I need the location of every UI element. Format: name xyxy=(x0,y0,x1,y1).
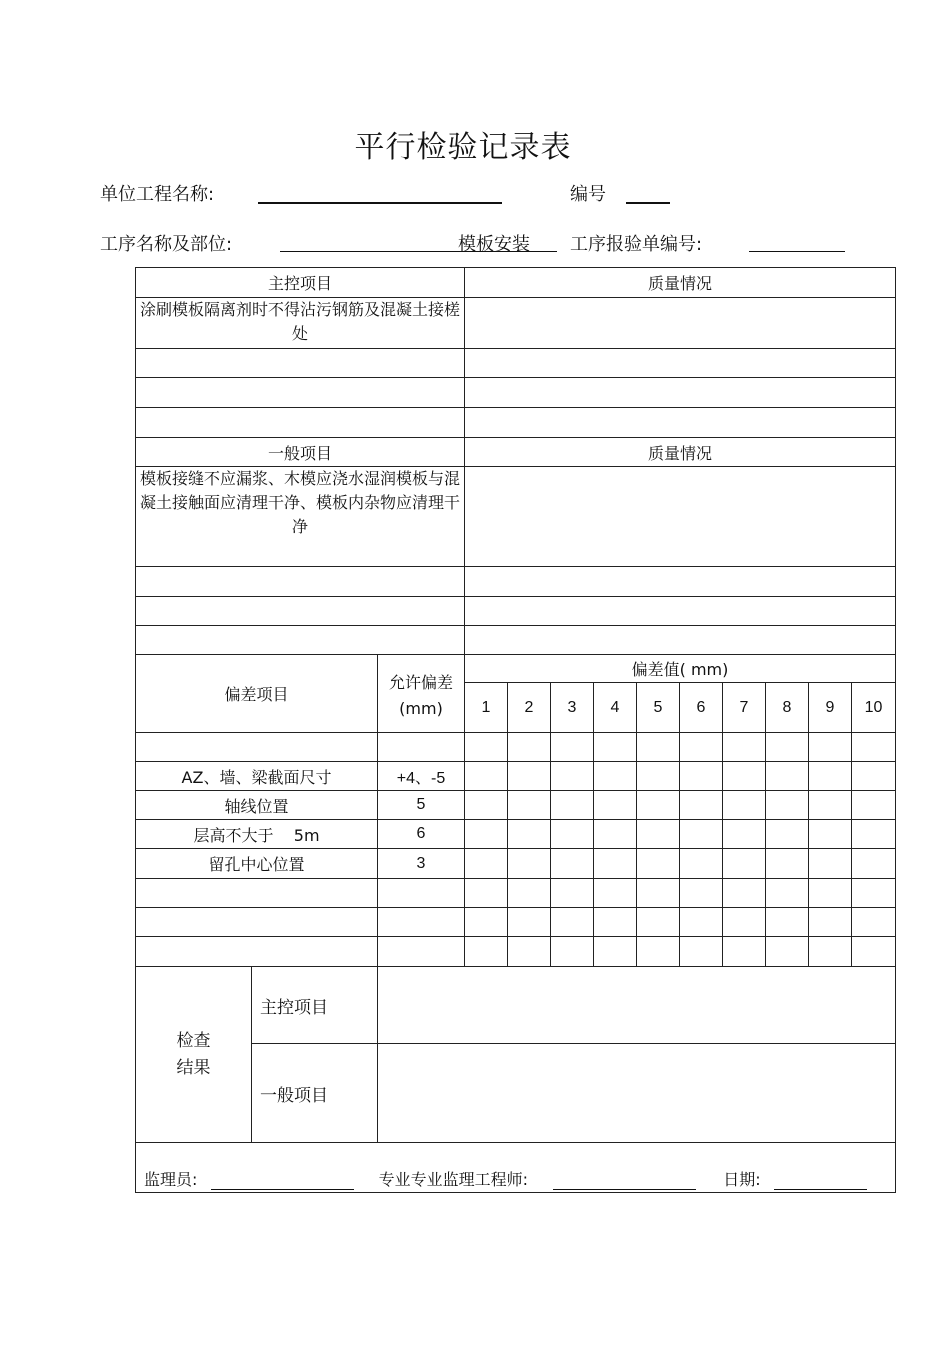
allowable-deviation-value xyxy=(378,937,465,967)
deviation-value-cell[interactable] xyxy=(723,879,766,908)
page-title: 平行检验记录表 xyxy=(354,130,572,165)
report-number-field[interactable] xyxy=(749,251,845,252)
deviation-value-cell[interactable] xyxy=(809,908,852,937)
deviation-value-cell[interactable] xyxy=(809,820,852,849)
deviation-value-cell[interactable] xyxy=(465,849,508,879)
deviation-column-number: 10 xyxy=(852,683,896,733)
deviation-column-number: 6 xyxy=(680,683,723,733)
signature-row xyxy=(136,1143,896,1193)
deviation-value-cell[interactable] xyxy=(594,879,637,908)
deviation-value-cell[interactable] xyxy=(809,879,852,908)
deviation-value-cell[interactable] xyxy=(508,849,551,879)
deviation-value-cell[interactable] xyxy=(809,937,852,967)
deviation-value-cell[interactable] xyxy=(551,733,594,762)
deviation-values-header: 偏差值( mm) xyxy=(465,655,896,683)
general-empty-quality[interactable] xyxy=(465,626,896,655)
deviation-value-cell[interactable] xyxy=(809,791,852,820)
general-quality-cell[interactable] xyxy=(465,467,896,567)
deviation-column-number: 2 xyxy=(508,683,551,733)
allowable-deviation-value: 5 xyxy=(378,791,465,820)
deviation-value-cell[interactable] xyxy=(637,733,680,762)
deviation-value-cell[interactable] xyxy=(551,879,594,908)
main-control-empty-quality[interactable] xyxy=(465,378,896,408)
deviation-value-cell[interactable] xyxy=(465,733,508,762)
main-control-empty-item[interactable] xyxy=(136,349,465,378)
deviation-item xyxy=(136,908,378,937)
allowable-deviation-value xyxy=(378,733,465,762)
deviation-value-cell[interactable] xyxy=(852,937,896,967)
deviation-value-cell[interactable] xyxy=(508,791,551,820)
general-empty-item[interactable] xyxy=(136,597,465,626)
deviation-value-cell[interactable] xyxy=(723,908,766,937)
deviation-value-cell[interactable] xyxy=(766,791,809,820)
deviation-value-cell[interactable] xyxy=(809,849,852,879)
deviation-value-cell[interactable] xyxy=(594,791,637,820)
deviation-value-cell[interactable] xyxy=(723,762,766,791)
number-field[interactable] xyxy=(626,202,670,204)
process-label: 工序名称及部位: xyxy=(100,234,233,255)
deviation-value-cell[interactable] xyxy=(766,937,809,967)
allowable-deviation-value xyxy=(378,908,465,937)
deviation-column-number: 3 xyxy=(551,683,594,733)
allowable-deviation-value: +4、-5 xyxy=(378,762,465,791)
result-main-control-cell[interactable] xyxy=(378,967,896,1044)
result-main-control-label: 主控项目 xyxy=(252,967,378,1044)
deviation-value-cell[interactable] xyxy=(637,849,680,879)
deviation-value-cell[interactable] xyxy=(508,820,551,849)
deviation-value-cell[interactable] xyxy=(551,908,594,937)
main-control-empty-quality[interactable] xyxy=(465,349,896,378)
deviation-value-cell[interactable] xyxy=(465,762,508,791)
general-empty-quality[interactable] xyxy=(465,597,896,626)
deviation-row xyxy=(136,879,896,908)
deviation-value-cell[interactable] xyxy=(551,937,594,967)
general-empty-item[interactable] xyxy=(136,626,465,655)
allowable-deviation-value: 3 xyxy=(378,849,465,879)
allowable-deviation-value xyxy=(378,879,465,908)
deviation-value-cell[interactable] xyxy=(637,879,680,908)
deviation-column-number: 8 xyxy=(766,683,809,733)
deviation-value-cell[interactable] xyxy=(766,733,809,762)
unit-project-label: 单位工程名称: xyxy=(100,184,215,205)
deviation-value-cell[interactable] xyxy=(508,937,551,967)
deviation-value-cell[interactable] xyxy=(594,908,637,937)
deviation-value-cell[interactable] xyxy=(723,937,766,967)
deviation-value-cell[interactable] xyxy=(551,791,594,820)
deviation-value-cell[interactable] xyxy=(766,820,809,849)
deviation-value-cell[interactable] xyxy=(680,762,723,791)
deviation-column-number: 7 xyxy=(723,683,766,733)
deviation-value-cell[interactable] xyxy=(637,762,680,791)
deviation-column-number: 9 xyxy=(809,683,852,733)
date-label: 日期: xyxy=(723,1170,761,1189)
deviation-value-cell[interactable] xyxy=(766,879,809,908)
deviation-value-cell[interactable] xyxy=(465,937,508,967)
deviation-value-cell[interactable] xyxy=(723,733,766,762)
deviation-value-cell[interactable] xyxy=(594,820,637,849)
deviation-row xyxy=(136,849,896,879)
deviation-row xyxy=(136,937,896,967)
deviation-value-cell[interactable] xyxy=(594,937,637,967)
process-value: 模板安装 xyxy=(458,234,530,255)
deviation-row xyxy=(136,908,896,937)
check-result-label-line1: 检查 xyxy=(176,1030,211,1051)
deviation-value-cell[interactable] xyxy=(852,762,896,791)
deviation-item-header: 偏差项目 xyxy=(136,655,378,733)
deviation-value-cell[interactable] xyxy=(637,908,680,937)
deviation-item: 层高不大于 5m xyxy=(136,820,378,849)
main-control-quality-cell[interactable] xyxy=(465,298,896,349)
deviation-value-cell[interactable] xyxy=(637,791,680,820)
deviation-value-cell[interactable] xyxy=(594,849,637,879)
deviation-value-cell[interactable] xyxy=(508,733,551,762)
deviation-value-cell[interactable] xyxy=(852,908,896,937)
inspection-table xyxy=(135,267,896,1193)
deviation-value-cell[interactable] xyxy=(465,820,508,849)
allowable-deviation-unit: (mm) xyxy=(399,698,443,718)
result-general-label: 一般项目 xyxy=(252,1044,378,1143)
deviation-value-cell[interactable] xyxy=(723,820,766,849)
allowable-deviation-title: 允许偏差 xyxy=(388,672,453,692)
deviation-row xyxy=(136,820,896,849)
deviation-value-cell[interactable] xyxy=(809,733,852,762)
deviation-value-cell[interactable] xyxy=(594,733,637,762)
deviation-value-cell[interactable] xyxy=(852,879,896,908)
deviation-value-cell[interactable] xyxy=(465,791,508,820)
unit-project-field[interactable] xyxy=(258,202,502,204)
deviation-value-cell[interactable] xyxy=(680,791,723,820)
deviation-value-cell[interactable] xyxy=(680,820,723,849)
deviation-value-cell[interactable] xyxy=(723,849,766,879)
deviation-value-cell[interactable] xyxy=(852,820,896,849)
main-control-empty-item[interactable] xyxy=(136,408,465,438)
deviation-item: AZ、墙、梁截面尺寸 xyxy=(136,762,378,791)
main-control-quality-header: 质量情况 xyxy=(465,268,896,298)
number-label: 编号 xyxy=(570,184,606,205)
deviation-item xyxy=(136,937,378,967)
deviation-value-cell[interactable] xyxy=(551,820,594,849)
allowable-deviation-header xyxy=(378,655,465,733)
deviation-value-cell[interactable] xyxy=(465,908,508,937)
deviation-value-cell[interactable] xyxy=(680,908,723,937)
deviation-value-cell[interactable] xyxy=(551,849,594,879)
deviation-value-cell[interactable] xyxy=(680,733,723,762)
general-item: 模板接缝不应漏浆、木模应浇水湿润模板与混凝土接触面应清理干净、模板内杂物应清理干净 xyxy=(136,467,465,567)
deviation-item xyxy=(136,733,378,762)
main-control-empty-item[interactable] xyxy=(136,378,465,408)
deviation-column-number: 1 xyxy=(465,683,508,733)
deviation-value-cell[interactable] xyxy=(852,791,896,820)
general-empty-item[interactable] xyxy=(136,567,465,597)
deviation-value-cell[interactable] xyxy=(551,762,594,791)
deviation-item xyxy=(136,879,378,908)
deviation-column-number: 5 xyxy=(637,683,680,733)
general-empty-quality[interactable] xyxy=(465,567,896,597)
deviation-value-cell[interactable] xyxy=(723,791,766,820)
deviation-value-cell[interactable] xyxy=(637,937,680,967)
deviation-value-cell[interactable] xyxy=(852,733,896,762)
general-quality-header: 质量情况 xyxy=(465,438,896,467)
check-result-label-line2: 结果 xyxy=(176,1057,211,1078)
deviation-column-number: 4 xyxy=(594,683,637,733)
deviation-value-cell[interactable] xyxy=(766,849,809,879)
deviation-value-cell[interactable] xyxy=(766,762,809,791)
engineer-signature-field[interactable] xyxy=(553,1175,696,1190)
result-general-cell[interactable] xyxy=(378,1044,896,1143)
deviation-value-cell[interactable] xyxy=(852,849,896,879)
deviation-value-cell[interactable] xyxy=(680,849,723,879)
report-number-label: 工序报验单编号: xyxy=(570,234,703,255)
deviation-value-cell[interactable] xyxy=(809,762,852,791)
supervisor-signature-field[interactable] xyxy=(211,1175,354,1190)
general-header: 一般项目 xyxy=(136,438,465,467)
deviation-value-cell[interactable] xyxy=(680,879,723,908)
main-control-item: 涂刷模板隔离剂时不得沾污钢筋及混凝土接槎处 xyxy=(136,298,465,349)
deviation-value-cell[interactable] xyxy=(465,879,508,908)
deviation-row xyxy=(136,791,896,820)
deviation-value-cell[interactable] xyxy=(594,762,637,791)
deviation-row xyxy=(136,762,896,791)
main-control-empty-quality[interactable] xyxy=(465,408,896,438)
supervisor-label: 监理员: xyxy=(144,1170,198,1189)
deviation-value-cell[interactable] xyxy=(766,908,809,937)
deviation-item: 轴线位置 xyxy=(136,791,378,820)
deviation-value-cell[interactable] xyxy=(508,908,551,937)
deviation-value-cell[interactable] xyxy=(508,762,551,791)
deviation-value-cell[interactable] xyxy=(680,937,723,967)
allowable-deviation-value: 6 xyxy=(378,820,465,849)
deviation-item: 留孔中心位置 xyxy=(136,849,378,879)
date-field[interactable] xyxy=(774,1175,867,1190)
engineer-label: 专业专业监理工程师: xyxy=(378,1170,528,1189)
check-result-label xyxy=(136,967,252,1143)
main-control-header: 主控项目 xyxy=(136,268,465,298)
deviation-value-cell[interactable] xyxy=(637,820,680,849)
deviation-row xyxy=(136,733,896,762)
deviation-value-cell[interactable] xyxy=(508,879,551,908)
